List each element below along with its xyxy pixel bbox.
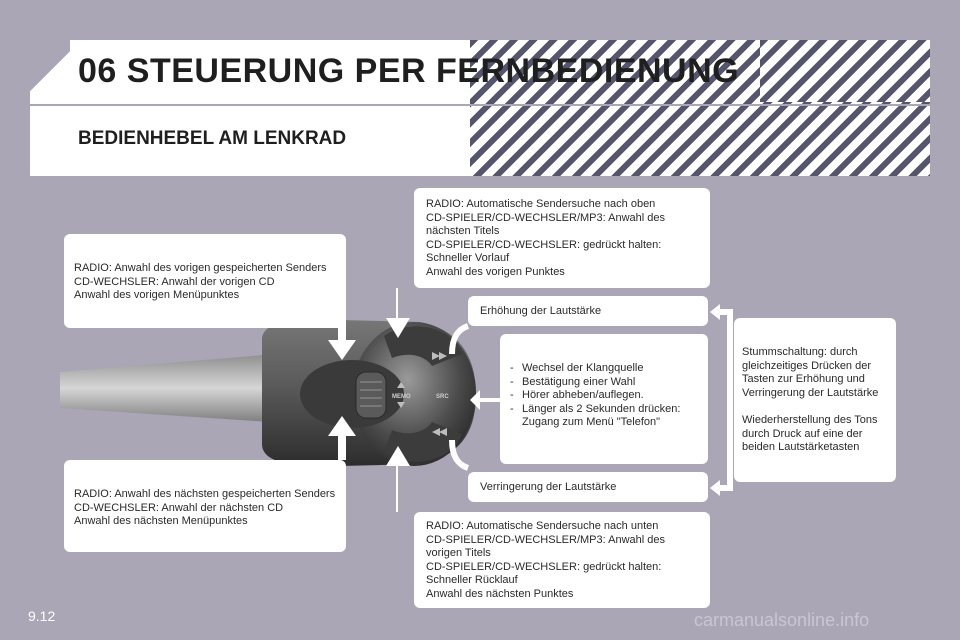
callout-volume-up bbox=[468, 296, 708, 326]
callout-line: CD-SPIELER/CD-WECHSLER/MP3: Anwahl des nächsten Titels bbox=[426, 211, 666, 237]
callout-line: RADIO: Anwahl des nächsten gespeicherten Senders bbox=[74, 488, 336, 500]
callout-source-button bbox=[500, 334, 708, 464]
callout-mute bbox=[734, 318, 896, 482]
memo-label: MEMO bbox=[392, 394, 411, 400]
callout-line: CD-SPIELER/CD-WECHSLER: gedrückt halten: Schneller Rücklauf bbox=[426, 560, 662, 586]
bracket-mute-arrow-top bbox=[710, 304, 720, 320]
callout-previous-preset bbox=[64, 234, 346, 328]
watermark: carmanualsonline.info bbox=[694, 610, 870, 630]
callout-line: Stummschaltung: durch gleichzeitiges Drücken der Tasten zur Erhöhung und Verringerung der Lautstärke bbox=[742, 346, 879, 399]
bullet-item: - Hörer abheben/auflegen. bbox=[510, 389, 700, 403]
bracket-mute bbox=[718, 312, 730, 488]
callout-line: Anwahl des vorigen Punktes bbox=[426, 265, 565, 278]
callout-line: Anwahl des nächsten Punktes bbox=[426, 587, 574, 600]
callout-line: Anwahl des nächsten Menüpunktes bbox=[74, 515, 248, 527]
callout-line: CD-WECHSLER: Anwahl der vorigen CD bbox=[74, 275, 275, 288]
callout-line: Anwahl des vorigen Menüpunktes bbox=[74, 289, 240, 301]
callout-seek-down bbox=[414, 512, 710, 608]
callout-seek-up bbox=[414, 188, 710, 288]
bullet-item: - Länger als 2 Sekunden drücken: Zugang zum Menü "Telefon" bbox=[510, 403, 700, 430]
callout-line: Erhöhung der Lautstärke bbox=[480, 305, 602, 317]
callout-line: Wiederherstellung des Tons durch Druck auf eine der beiden Lautstärketasten bbox=[742, 414, 878, 453]
bracket-mute-arrow-bottom bbox=[710, 480, 720, 496]
callout-line: RADIO: Automatische Sendersuche nach oben bbox=[426, 198, 656, 210]
callout-line: CD-WECHSLER: Anwahl der nächsten CD bbox=[74, 501, 284, 514]
thumbwheel bbox=[356, 372, 386, 418]
src-label: SRC bbox=[436, 394, 449, 400]
callout-line: Verringerung der Lautstärke bbox=[480, 481, 617, 493]
callout-line: RADIO: Anwahl des vorigen gespeicherten Senders bbox=[74, 262, 327, 274]
bullet-item: - Wechsel der Klangquelle bbox=[510, 362, 700, 376]
callout-volume-down bbox=[468, 472, 708, 502]
page-number: 9.12 bbox=[28, 608, 56, 624]
memo-rocker bbox=[300, 360, 404, 428]
callout-line: CD-SPIELER/CD-WECHSLER: gedrückt halten: Schneller Vorlauf bbox=[426, 238, 662, 264]
section-title: BEDIENHEBEL AM LENKRAD bbox=[78, 128, 347, 149]
callout-line: CD-SPIELER/CD-WECHSLER/MP3: Anwahl des vorigen Titels bbox=[426, 533, 666, 559]
callout-line: RADIO: Automatische Sendersuche nach unten bbox=[426, 520, 659, 532]
callout-next-preset bbox=[64, 460, 346, 552]
page-title: 06 STEUERUNG PER FERNBEDIENUNG bbox=[78, 52, 740, 90]
bullet-item: - Bestätigung einer Wahl bbox=[510, 376, 700, 390]
arrow-volume-down bbox=[452, 440, 468, 468]
